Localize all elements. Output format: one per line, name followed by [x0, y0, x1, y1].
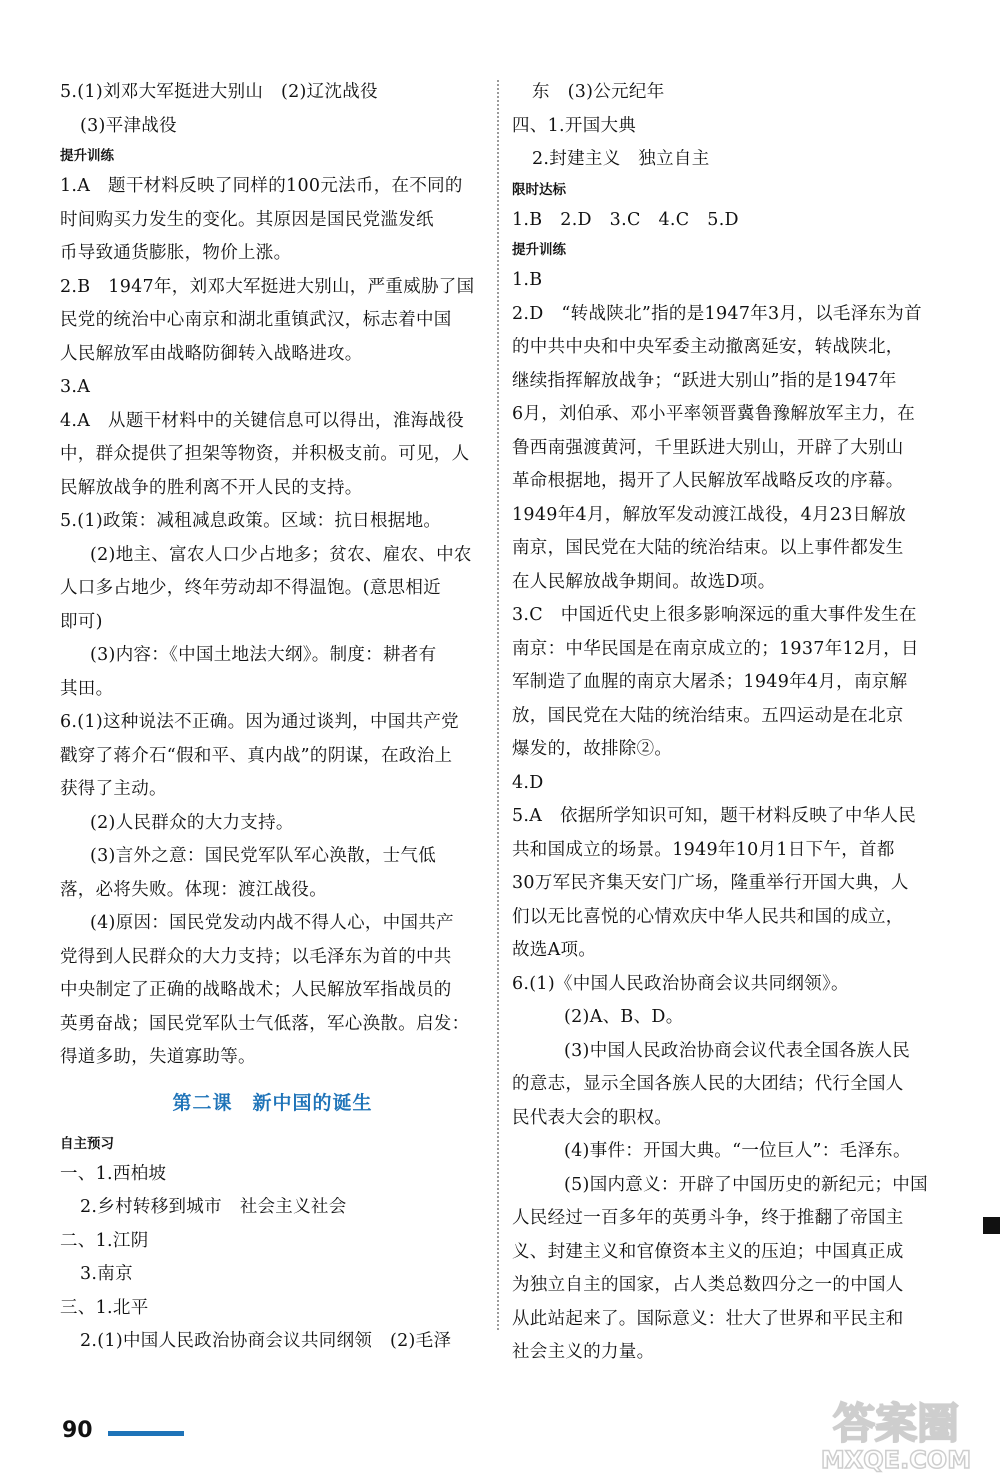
text-line: (4)原因：国民党发动内战不得人心，中国共产 [90, 913, 454, 933]
text-line: 时间购买力发生的变化。其原因是国民党滥发纸 [60, 209, 434, 230]
text-line: 民党的统治中心南京和湖北重镇武汉，标志着中国 [60, 310, 452, 330]
text-line: 英勇奋战；国民党军队士气低落，军心涣散。启发： [60, 1013, 470, 1034]
text-line: 3.C 中国近代史上很多影响深远的重大事件发生在 [512, 605, 917, 625]
text-line: (3)平津战役 [80, 115, 177, 136]
section-heading: 提升训练 [60, 148, 114, 164]
text-line: 1.A 题干材料反映了同样的100元法币，在不同的 [60, 176, 463, 196]
text-line: 东 (3)公元纪年 [532, 82, 665, 102]
text-line: 1949年4月，解放军发动渡江战役，4月23日解放 [512, 504, 907, 525]
text-line: 南京，国民党在大陆的统治结束。以上事件都发生 [512, 538, 904, 558]
text-line: (5)国内意义：开辟了中国历史的新纪元；中国 [564, 1174, 928, 1195]
text-line: 2.(1)中国人民政治协商会议共同纲领 (2)毛泽 [80, 1331, 452, 1351]
text-line: 社会主义的力量。 [512, 1342, 655, 1362]
watermark-title: 答案圈 [832, 1399, 960, 1448]
text-line: 2.乡村转移到城市 社会主义社会 [80, 1197, 347, 1217]
page-edge-marker [983, 1217, 1000, 1234]
text-line: 5.(1)政策：减租减息政策。区域：抗日根据地。 [60, 511, 442, 531]
text-line: 在人民解放战争期间。故选D项。 [512, 571, 776, 592]
section-heading: 自主预习 [60, 1135, 114, 1152]
text-line: 5.(1)刘邓大军挺进大别山 (2)辽沈战役 [60, 82, 378, 102]
text-line: 4.A 从题干材料中的关键信息可以得出，淮海战役 [60, 410, 465, 431]
text-line: 们以无比喜悦的心情欢庆中华人民共和国的成立， [512, 906, 904, 927]
text-line: 戳穿了蒋介石“假和平、真内战”的阴谋，在政治上 [60, 745, 453, 766]
text-line: 义、封建主义和官僚资本主义的压迫；中国真正成 [512, 1241, 904, 1262]
text-line: 中，群众提供了担架等物资，并积极支前。可见，人 [60, 444, 470, 464]
text-line: 鲁西南强渡黄河，千里跃进大别山，开辟了大别山 [512, 437, 904, 458]
text-line: 6.(1)这种说法不正确。因为通过谈判，中国共产党 [60, 712, 459, 732]
text-line: 3.A [60, 377, 91, 397]
text-line: 革命根据地，揭开了人民解放军战略反攻的序幕。 [512, 471, 904, 491]
page-number-bar [108, 1431, 184, 1436]
text-line: 一、1.西柏坡 [60, 1163, 167, 1184]
text-line: 2.封建主义 独立自主 [532, 149, 710, 169]
text-line: 共和国成立的场景。1949年10月1日下午，首都 [512, 839, 895, 860]
text-line: 得道多助，失道寡助等。 [60, 1047, 256, 1067]
left-column [60, 76, 485, 1359]
text-line: 二、1.江阴 [60, 1230, 149, 1251]
text-line: 6.(1)《中国人民政治协商会议共同纲领》。 [512, 973, 849, 994]
text-line: 人民解放军由战略防御转入战略进攻。 [60, 343, 363, 364]
text-line: (2)A、B、D。 [564, 1007, 684, 1027]
text-line: 民解放战争的胜利离不开人民的支持。 [60, 477, 363, 498]
text-line: 5.A 依据所学知识可知，题干材料反映了中华人民 [512, 806, 917, 826]
text-line: 其田。 [60, 678, 114, 699]
right-column [512, 76, 937, 1370]
text-line: 4.D [512, 772, 544, 793]
lesson-title: 第二课 新中国的诞生 [172, 1091, 373, 1114]
text-line: 2.D “转战陕北”指的是1947年3月，以毛泽东为首 [512, 303, 922, 324]
text-line: 为独立自主的国家，占人类总数四分之一的中国人 [512, 1275, 904, 1295]
text-line: 6月，刘伯承、邓小平率领晋冀鲁豫解放军主力，在 [512, 404, 916, 424]
text-line: 人民经过一百多年的英勇斗争，终于推翻了帝国主 [512, 1208, 904, 1228]
text-line: 故选A项。 [512, 940, 597, 960]
text-line: 的意志，显示全国各族人民的大团结；代行全国人 [512, 1074, 904, 1094]
text-line: (2)地主、富农人口少占地多；贫农、雇农、中农 [90, 544, 472, 565]
text-line: (4)事件：开国大典。“一位巨人”：毛泽东。 [564, 1141, 911, 1161]
text-line: 南京：中华民国是在南京成立的；1937年12月，日 [512, 638, 919, 659]
text-line: 1.B 2.D 3.C 4.C 5.D [512, 209, 739, 230]
text-line: 即可) [60, 611, 103, 632]
text-line: 放，国民党在大陆的统治结束。五四运动是在北京 [512, 705, 904, 726]
text-line: (2)人民群众的大力支持。 [90, 812, 294, 833]
text-line: 民代表大会的职权。 [512, 1107, 673, 1128]
text-line: (3)中国人民政治协商会议代表全国各族人民 [564, 1040, 911, 1061]
text-line: 30万军民齐集天安门广场，隆重举行开国大典，人 [512, 873, 909, 893]
text-line: 三、1.北平 [60, 1297, 149, 1318]
text-line: 2.B 1947年，刘邓大军挺进大别山，严重威胁了国 [60, 276, 475, 297]
text-line: 继续指挥解放战争；“跃进大别山”指的是1947年 [512, 370, 897, 391]
text-line: 党得到人民群众的大力支持；以毛泽东为首的中共 [60, 946, 452, 967]
text-line: 爆发的，故排除②。 [512, 739, 673, 759]
text-line: (3)内容：《中国土地法大纲》。制度：耕者有 [90, 645, 437, 665]
text-line: 军制造了血腥的南京大屠杀；1949年4月，南京解 [512, 672, 908, 692]
text-line: 中央制定了正确的战略战术；人民解放军指战员的 [60, 980, 452, 1000]
text-line: 四、1.开国大典 [512, 115, 637, 136]
column-divider [497, 80, 499, 1330]
text-line: 的中共中央和中央军委主动撤离延安，转战陕北， [512, 337, 904, 357]
page-number: 90 [62, 1418, 93, 1443]
text-line: 从此站起来了。国际意义：壮大了世界和平民主和 [512, 1308, 904, 1329]
text-line: 币导致通货膨胀，物价上涨。 [60, 243, 292, 263]
section-heading: 提升训练 [512, 242, 566, 258]
text-line: 3.南京 [80, 1264, 133, 1284]
text-line: 1.B [512, 270, 543, 290]
text-line: 获得了主动。 [60, 779, 167, 799]
watermark-url: MXQE.COM [820, 1446, 972, 1474]
text-line: 落，必将失败。体现：渡江战役。 [60, 879, 327, 900]
text-line: 人口多占地少，终年劳动却不得温饱。(意思相近 [60, 578, 441, 598]
section-heading: 限时达标 [512, 181, 566, 198]
text-line: (3)言外之意：国民党军队军心涣散，士气低 [90, 846, 437, 866]
watermark-logo [800, 1388, 990, 1474]
